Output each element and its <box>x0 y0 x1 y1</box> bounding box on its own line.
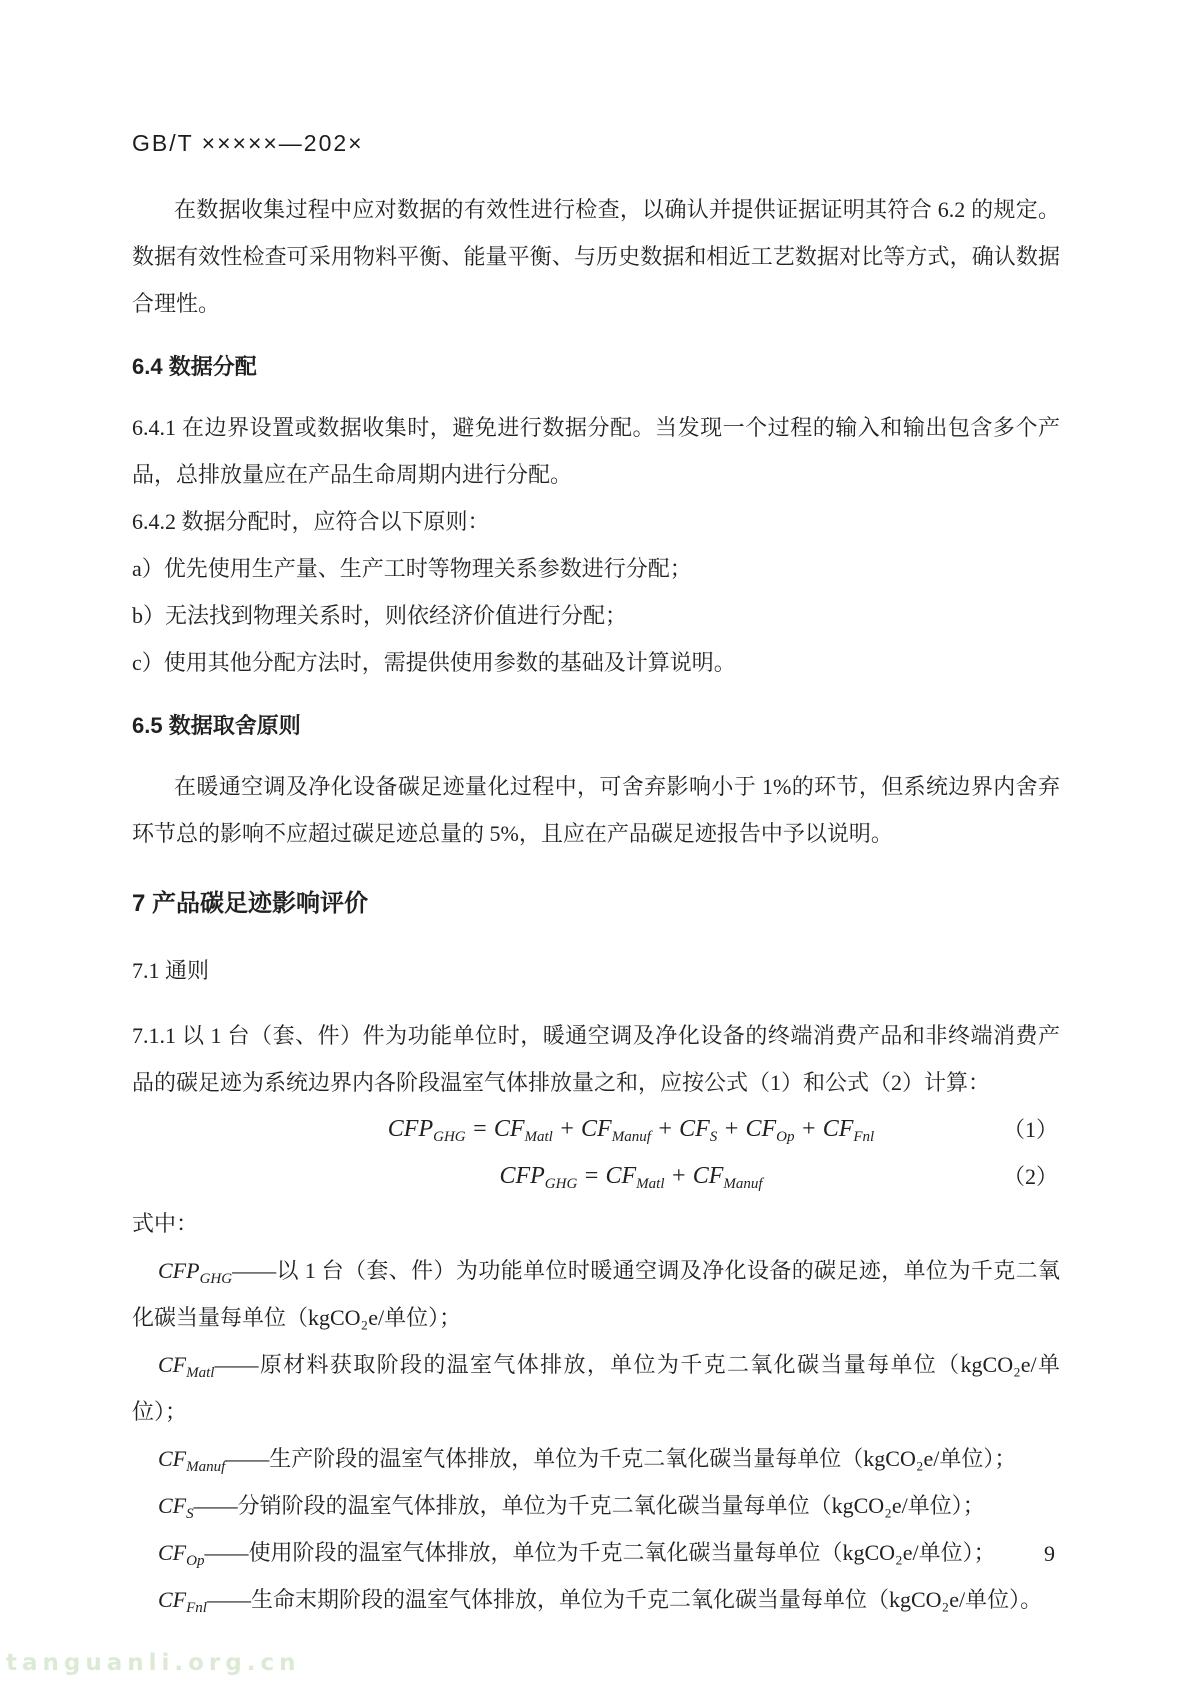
formula-operator: + <box>558 1116 576 1142</box>
formula-term: $CF_{Manuf}$ <box>158 1446 226 1475</box>
watermark: tanguanli.org.cn <box>6 1650 301 1676</box>
paragraph-7-1-1: 7.1.1 以 1 台（套、件）件为功能单位时，暖通空调及净化设备的终端消费产品和非终端消费产品的碳足迹为系统边界内各阶段温室气体排放量之和，应按公式（1）和公式（2）计算： <box>132 1023 1060 1095</box>
formula-term: $CFP_{GHG}$ <box>387 1116 466 1145</box>
definition-cf-manuf: $CF_{Manuf}——$生产阶段的温室气体排放，单位为千克二氧化碳当量每单位（kgCO₂e/单位）； <box>158 1446 1017 1475</box>
formula-number-1: （1） <box>1002 1117 1058 1142</box>
doc-number: GB/T ×××××—202× <box>132 130 364 156</box>
definition-cfp-ghg: $CFP_{GHG}——$以 1 台（套、件）为功能单位时暖通空调及净化设备的碳足迹，单位为千克二氧化碳当量每单位（kgCO₂e/单位）； <box>132 1258 1060 1330</box>
formula-operator: = <box>471 1116 488 1142</box>
paragraph-6-4-2: 6.4.2 数据分配时，应符合以下原则： <box>132 509 490 534</box>
definition-cf-op: $CF_{Op}——$使用阶段的温室气体排放，单位为千克二氧化碳当量每单位（kgCO₂e/单位）； <box>158 1540 996 1569</box>
formula-operator: + <box>656 1116 674 1142</box>
formula-number-2: （2） <box>1002 1164 1058 1189</box>
formula-term: $CF_{Op}$ <box>745 1116 795 1145</box>
formula-term: $CF_{Matl}$ <box>493 1116 553 1145</box>
section-heading-6-4: 6.4 数据分配 <box>132 354 257 379</box>
paragraph-6-4-1: 6.4.1 在边界设置或数据收集时，避免进行数据分配。当发现一个过程的输入和输出包含多个产品，总排放量应在产品生命周期内进行分配。 <box>132 415 1060 487</box>
formula-term: $CF_{Manuf}$ <box>581 1116 651 1145</box>
definition-cf-fnl: $CF_{Fnl}——$生命末期阶段的温室气体排放，单位为千克二氧化碳当量每单位（kgCO₂e/单位）。 <box>158 1587 1043 1616</box>
formula-term: $CF_{Matl}$ <box>605 1163 665 1192</box>
page-number: 9 <box>1044 1541 1055 1566</box>
section-heading-6-5: 6.5 数据取舍原则 <box>132 713 301 738</box>
paragraph-data-validity: 在数据收集过程中应对数据的有效性进行检查，以确认并提供证据证明其符合 6.2 的规定。数据有效性检查可采用物料平衡、能量平衡、与历史数据和相近工艺数据对比等方式，确认数据合理性。 <box>132 197 1060 316</box>
chapter-heading-7: 7 产品碳足迹影响评价 <box>132 890 369 917</box>
paragraph-6-5: 在暖通空调及净化设备碳足迹量化过程中，可舍弃影响小于 1%的环节，但系统边界内舍弃环节总的影响不应超过碳足迹总量的 5%，且应在产品碳足迹报告中予以说明。 <box>132 774 1060 846</box>
formula-operator: = <box>583 1163 600 1189</box>
list-item-a: a）优先使用生产量、生产工时等物理关系参数进行分配； <box>132 556 692 581</box>
formula-term: $CF_{Matl}$ <box>158 1352 215 1381</box>
formula-operator: + <box>800 1116 817 1142</box>
formula-2 <box>132 1153 1060 1200</box>
document-body <box>132 186 1060 1623</box>
list-item-b: b）无法找到物理关系时，则依经济价值进行分配； <box>132 603 628 628</box>
formula-operator: + <box>723 1116 740 1142</box>
formula-term: $CF_{Fnl}$ <box>158 1587 207 1616</box>
formula-term: $CF_{Manuf}$ <box>692 1163 763 1192</box>
definition-cf-matl: $CF_{Matl}——$原材料获取阶段的温室气体排放，单位为千克二氧化碳当量每单位（kgCO₂e/单位）； <box>132 1352 1060 1424</box>
where-label: 式中： <box>132 1211 199 1236</box>
definition-cf-s: $CF_S——$分销阶段的温室气体排放，单位为千克二氧化碳当量每单位（kgCO₂e/单位）； <box>158 1493 985 1522</box>
list-item-c: c）使用其他分配方法时，需提供使用参数的基础及计算说明。 <box>132 650 736 675</box>
formula-term: $CFP_{GHG}$ <box>158 1258 233 1287</box>
formula-term: $CF_S$ <box>679 1116 718 1145</box>
section-heading-7-1: 7.1 通则 <box>132 958 210 983</box>
formula-term: $CF_{Op}$ <box>158 1540 205 1569</box>
formula-1 <box>132 1106 1060 1153</box>
formula-term: $CF_S$ <box>158 1493 194 1522</box>
formula-term: $CF_{Fnl}$ <box>822 1116 875 1145</box>
formula-term: $CFP_{GHG}$ <box>499 1163 578 1192</box>
formula-operator: + <box>670 1163 687 1189</box>
